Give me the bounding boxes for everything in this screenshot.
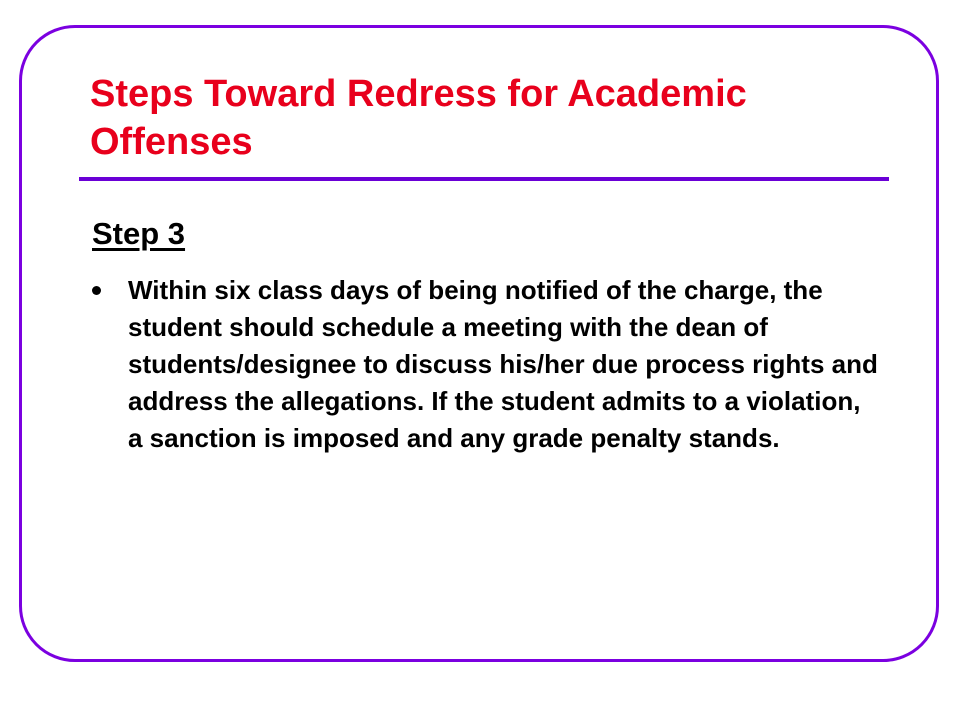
title-divider bbox=[79, 177, 889, 181]
bullet-item bbox=[92, 272, 882, 457]
bullet-list bbox=[92, 272, 882, 457]
bullet-dot-icon bbox=[92, 286, 101, 295]
step-heading: Step 3 bbox=[92, 216, 186, 251]
slide-title: Steps Toward Redress for Academic Offenses bbox=[90, 73, 747, 163]
bullet-text: Within six class days of being notified of the charge, the student should schedule a meeting with the dean of students/designee to discuss his/her due process rights and address the allegations. If the student admits to a violation, a sanction is imposed and any grade penalty stands. bbox=[128, 275, 878, 453]
